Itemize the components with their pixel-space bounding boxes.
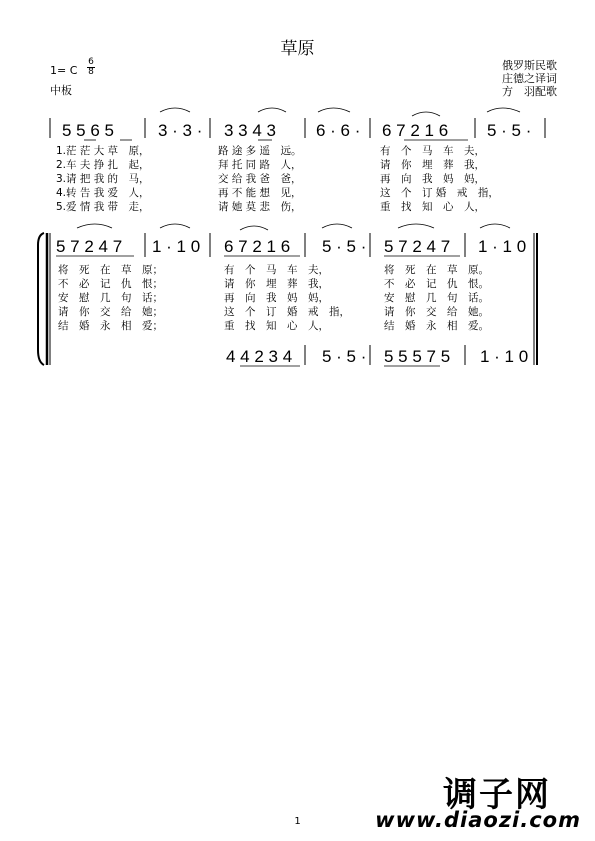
lyric-2-5-b: 重 找 知 心 人，: [224, 320, 329, 332]
watermark-logo: 调子网: [443, 775, 551, 815]
system-1-notes: [62, 121, 531, 140]
lyric-1-2-b: 拜 托 同 路 人，: [218, 159, 302, 171]
lyric-1-1-c: 有 个 马 车 夫，: [380, 145, 485, 157]
measure-2-1: 5 7 2 4 7: [56, 237, 123, 256]
credit-translator: 庄德之译词: [502, 72, 557, 85]
measure-2-2: 1 · 1 0: [152, 237, 201, 256]
lyric-1-5-b: 请 她 莫 悲 伤，: [218, 201, 302, 213]
lyric-2-3-b: 再 向 我 妈 妈，: [224, 292, 329, 304]
measure-1-4: 6 · 6 ·: [316, 121, 361, 140]
lyric-1-1-a: 1.茫 茫 大 草 原，: [56, 145, 150, 157]
lyric-2-5-a: 结 婚 永 相 爱；: [58, 320, 163, 332]
lyric-2-1-a: 将 死 在 草 原；: [58, 264, 163, 276]
credit-arranger: 方 羽配歌: [502, 85, 557, 98]
system-2-notes: [56, 237, 526, 256]
lyric-2-2-c: 不 必 记 仇 恨。: [384, 278, 489, 290]
key-label: 1= C: [50, 64, 78, 77]
measure-2-4: 5 · 5 ·: [322, 237, 367, 256]
accomp-measure-3: 5 5 5 7 5: [384, 347, 451, 366]
system-2-brace: [38, 233, 50, 365]
page-number: 1: [294, 816, 301, 827]
lyric-1-1-b: 路 途 多 遥 远。: [218, 145, 302, 157]
lyric-2-3-c: 安 慰 几 句 话。: [384, 292, 489, 304]
measure-1-3: 3 3 4 3: [224, 121, 276, 140]
lyric-2-4-b: 这 个 订 婚 戒 指，: [224, 306, 350, 318]
lyric-2-3-a: 安 慰 几 句 话；: [58, 292, 163, 304]
lyric-1-5-a: 5.爱 情 我 带 走，: [56, 201, 150, 213]
lyric-1-4-b: 再 不 能 想 见，: [218, 187, 302, 199]
measure-2-6: 1 · 1 0: [478, 237, 527, 256]
measure-1-2: 3 · 3 ·: [158, 121, 203, 140]
accompaniment-notes: [226, 347, 528, 366]
measure-1-6: 5 · 5 ·: [487, 121, 532, 140]
lyric-1-2-a: 2.车 夫 挣 扎 起，: [56, 159, 150, 171]
watermark-url: www.diaozi.com: [375, 808, 581, 832]
lyric-2-1-b: 有 个 马 车 夫，: [224, 264, 329, 276]
measure-1-1: 5 5 6 5: [62, 121, 114, 140]
time-signature-top: 6: [88, 57, 94, 67]
measure-2-5: 5 7 2 4 7: [384, 237, 451, 256]
lyric-1-2-c: 请 你 埋 葬 我，: [380, 159, 485, 171]
lyric-2-1-c: 将 死 在 草 原。: [384, 264, 489, 276]
system-1-lyrics: [56, 144, 499, 213]
measure-2-3: 6 7 2 1 6: [224, 237, 291, 256]
lyric-1-4-c: 这 个 订 婚 戒 指，: [380, 187, 499, 199]
system-1-barlines: [50, 118, 545, 138]
lyric-1-5-c: 重 找 知 心 人，: [380, 201, 485, 213]
tempo-marking: 中板: [50, 84, 72, 97]
lyric-1-3-b: 交 给 我 爸 爸，: [218, 173, 302, 185]
accomp-measure-2: 5 · 5 ·: [322, 347, 367, 366]
page-title: 草原: [280, 39, 315, 59]
lyric-1-4-a: 4.转 告 我 爱 人，: [56, 187, 150, 199]
lyric-2-4-a: 请 你 交 给 她；: [58, 306, 163, 318]
lyric-1-3-a: 3.请 把 我 的 马，: [56, 173, 150, 185]
time-signature-bottom: 8: [88, 67, 94, 77]
lyric-1-3-c: 再 向 我 妈 妈，: [380, 173, 485, 185]
system-2-lyrics: [58, 263, 489, 332]
measure-1-5: 6 7 2 1 6: [382, 121, 449, 140]
lyric-2-5-c: 结 婚 永 相 爱。: [384, 320, 489, 332]
credit-origin: 俄罗斯民歌: [502, 59, 557, 72]
lyric-2-2-b: 请 你 埋 葬 我，: [224, 278, 329, 290]
accomp-measure-1: 4 4 2 3 4: [226, 347, 293, 366]
accomp-measure-4: 1 · 1 0: [480, 347, 529, 366]
lyric-2-2-a: 不 必 记 仇 恨；: [58, 278, 163, 290]
lyric-2-4-c: 请 你 交 给 她。: [384, 306, 489, 318]
